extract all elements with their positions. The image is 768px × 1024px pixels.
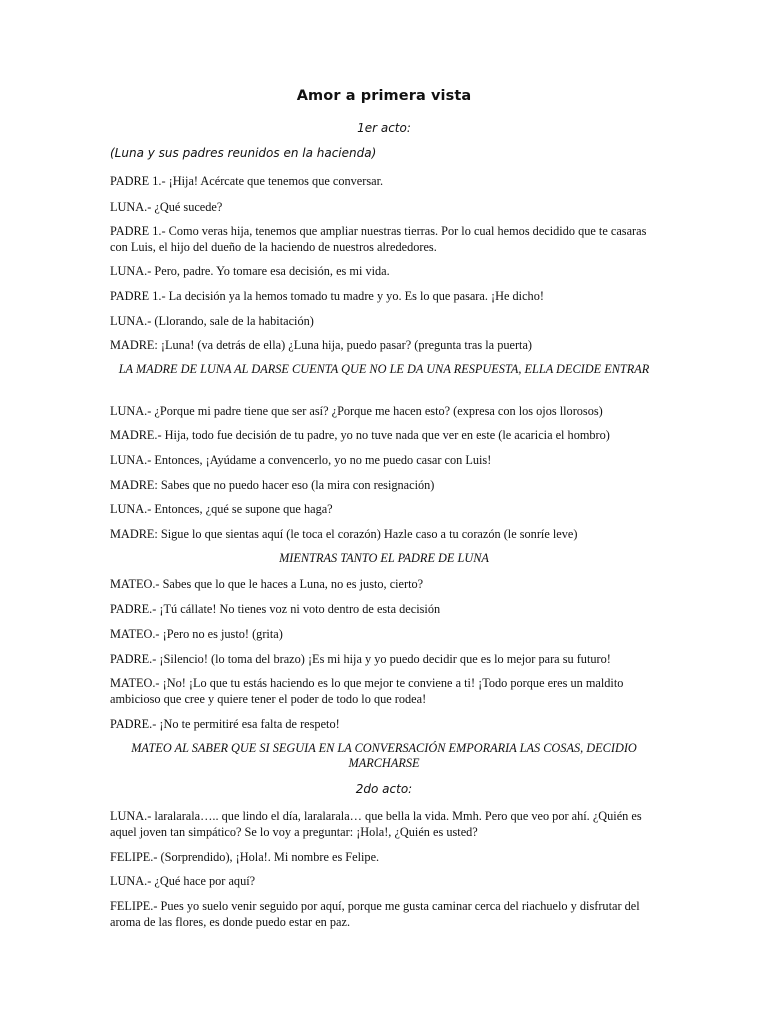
stage-direction: MIENTRAS TANTO EL PADRE DE LUNA — [279, 551, 489, 565]
dialogue-line: MATEO.- ¡Pero no es justo! (grita) — [110, 627, 283, 641]
dialogue-line: LUNA.- (Llorando, sale de la habitación) — [110, 314, 314, 328]
act-heading-second: 2do acto: — [355, 782, 413, 796]
stage-direction: LA MADRE DE LUNA AL DARSE CUENTA QUE NO LE DA UNA RESPUESTA, ELLA DECIDE ENTRAR — [118, 362, 650, 376]
dialogue-line: FELIPE.- Pues yo suelo venir seguido por aquí, porque me gusta caminar cerca del riachuelo y disfrutar del aroma de las flores, es donde puedo estar en paz. — [110, 899, 640, 929]
dialogue-line: LUNA.- ¿Qué hace por aquí? — [110, 874, 256, 888]
dialogue-line: MATEO.- Sabes que lo que le haces a Luna, no es justo, cierto? — [110, 577, 424, 591]
dialogue-line: LUNA.- Pero, padre. Yo tomare esa decisión, es mi vida. — [110, 264, 390, 278]
stage-direction: MATEO AL SABER QUE SI SEGUIA EN LA CONVERSACIÓN EMPORARIA LAS COSAS, DECIDIO MARCHARSE — [131, 741, 637, 770]
dialogue-line: PADRE 1.- La decisión ya la hemos tomado tu madre y yo. Es lo que pasara. ¡He dicho! — [110, 289, 544, 303]
dialogue-line: PADRE 1.- ¡Hija! Acércate que tenemos que conversar. — [110, 174, 384, 188]
dialogue-line: PADRE.- ¡Silencio! (lo toma del brazo) ¡Es mi hija y yo puedo decidir que es lo mejor para su futuro! — [110, 652, 611, 666]
dialogue-line: LUNA.- Entonces, ¿qué se supone que haga? — [110, 502, 333, 516]
dialogue-line: MATEO.- ¡No! ¡Lo que tu estás haciendo es lo que mejor te conviene a ti! ¡Todo porque eres un maldito ambicioso que cree y quiere tener el poder de todo lo que rodea! — [110, 676, 624, 706]
dialogue-line: MADRE.- Hija, todo fue decisión de tu padre, yo no tuve nada que ver en este (le acaricia el hombro) — [110, 428, 610, 442]
dialogue-line: LUNA.- Entonces, ¡Ayúdame a convencerlo, yo no me puedo casar con Luis! — [110, 453, 492, 467]
dialogue-line: FELIPE.- (Sorprendido), ¡Hola!. Mi nombre es Felipe. — [110, 850, 380, 864]
dialogue-line: MADRE: Sabes que no puedo hacer eso (la mira con resignación) — [110, 478, 435, 492]
dialogue-line: LUNA.- ¿Porque mi padre tiene que ser así? ¿Porque me hacen esto? (expresa con los ojos llorosos) — [110, 404, 603, 418]
dialogue-line: MADRE: Sigue lo que sientas aquí (le toca el corazón) Hazle caso a tu corazón (le sonríe leve) — [110, 527, 578, 541]
dialogue-line: PADRE.- ¡No te permitiré esa falta de respeto! — [110, 717, 340, 731]
dialogue-line: MADRE: ¡Luna! (va detrás de ella) ¿Luna hija, puedo pasar? (pregunta tras la puerta) — [110, 338, 533, 352]
document-title: Amor a primera vista — [296, 88, 472, 104]
scene-description: (Luna y sus padres reunidos en la hacienda) — [110, 146, 377, 160]
act-heading-first: 1er acto: — [357, 121, 411, 135]
dialogue-line: LUNA.- ¿Qué sucede? — [110, 200, 223, 214]
dialogue-line: PADRE 1.- Como veras hija, tenemos que ampliar nuestras tierras. Por lo cual hemos decidido que te casaras con Luis, el hijo del dueño de la haciendo de nuestros alrededores. — [110, 224, 647, 254]
dialogue-line: PADRE.- ¡Tú cállate! No tienes voz ni voto dentro de esta decisión — [110, 602, 441, 616]
dialogue-line: LUNA.- laralarala….. que lindo el día, laralarala… que bella la vida. Mmh. Pero que veo por ahí. ¿Quién es aquel joven tan simpático? Se lo voy a preguntar: ¡Hola!, ¿Quién es usted? — [110, 809, 642, 839]
